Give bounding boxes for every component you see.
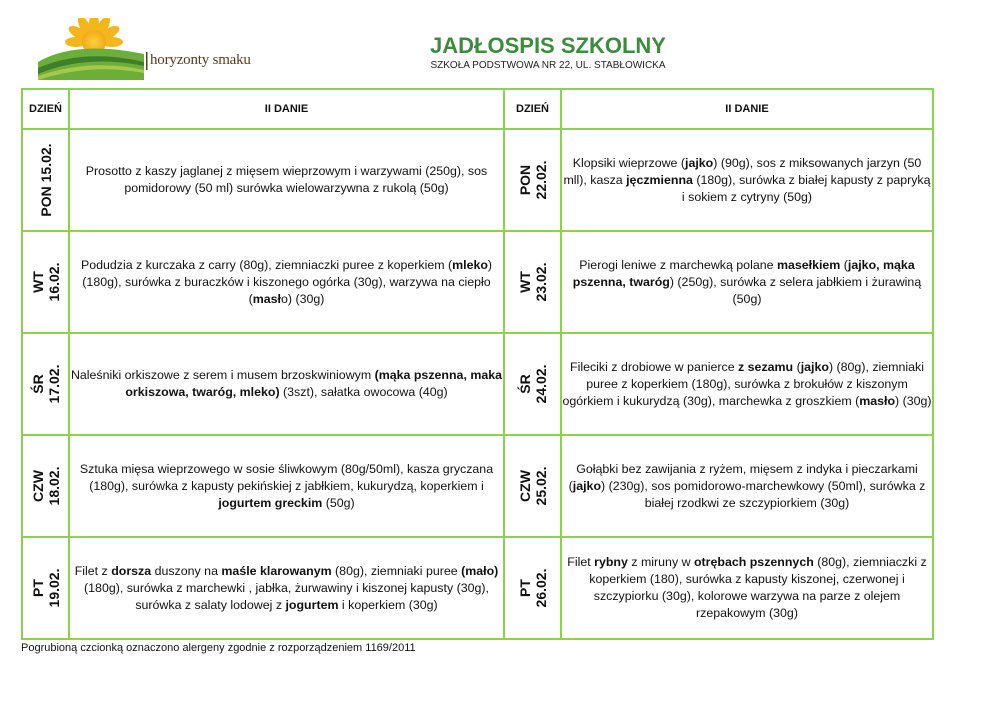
allergen-text: jęczmienna — [626, 172, 693, 187]
table-row — [22, 231, 933, 333]
table-row — [22, 537, 933, 639]
logo — [36, 18, 258, 80]
dish-cell-right — [561, 231, 933, 333]
dish-text: duszony na — [151, 563, 222, 578]
allergen-text: jajko — [800, 359, 829, 374]
allergen-text: jajko — [572, 478, 602, 493]
dish-cell-right — [561, 333, 933, 435]
allergen-text: maśle klarowanym — [221, 563, 332, 578]
day-label-line: 19.02. — [45, 568, 62, 608]
allergen-text: z sezamu — [738, 359, 794, 374]
day-label-line: 26.02. — [532, 568, 549, 608]
day-cell-left-label — [30, 365, 62, 404]
dish-text: (80g), ziemniaki puree — [331, 563, 462, 578]
dish-text: Pierogi leniwe z marchewką polane — [579, 257, 777, 272]
day-label-line: CZW — [516, 470, 533, 502]
day-label-line: 16.02. — [45, 262, 62, 302]
dish-cell-right — [561, 537, 933, 639]
day-label-line: PT — [516, 579, 533, 597]
day-cell-right-label — [517, 263, 549, 302]
dish-text: i koperkiem (30g) — [338, 597, 438, 612]
day-label-line: 25.02. — [532, 466, 549, 506]
day-label-line: 23.02. — [532, 262, 549, 302]
day-cell-left-label — [30, 467, 62, 506]
day-label-line: 17.02. — [45, 364, 62, 404]
day-cell-right — [504, 231, 561, 333]
dish-text: ) (180g), surówka z buraczków i kiszonego ogórka (30g), warzywa na ciepło ( — [82, 257, 493, 306]
dish-text: (3szt), sałatka owocowa (40g) — [279, 385, 448, 399]
allergen-text: dorsza — [111, 563, 152, 578]
day-label-line: CZW — [29, 470, 46, 502]
day-cell-right-label — [517, 365, 549, 404]
column-header-dish-left: II DANIE — [69, 89, 504, 129]
logo-text: horyzonty smaku — [150, 52, 251, 68]
dish-cell-left — [69, 129, 504, 231]
dish-text: ) (230g), sos pomidorowo-marchewkowy (50ml), surówka z białej rzodkwi ze szczypiorkiem (30g) — [601, 478, 926, 510]
dish-text: z miruny w — [627, 555, 694, 569]
day-cell-right — [504, 435, 561, 537]
day-label-line: ŚR — [516, 374, 533, 394]
day-cell-right — [504, 537, 561, 639]
column-header-dish-right: II DANIE — [561, 89, 933, 129]
dish-text: ) (90g), sos z miksowanych jarzyn (50 mll), kasza — [563, 155, 922, 187]
dish-text: (180g), surówka z białej kapusty z papryką i sokiem z cytryny (50g) — [681, 172, 931, 204]
dish-text: (50g) — [322, 495, 355, 510]
allergen-text: jajko — [685, 155, 714, 170]
dish-text: Filet z — [74, 563, 112, 578]
dish-cell-right — [561, 435, 933, 537]
day-cell-left-label — [30, 569, 62, 608]
dish-text: (180g), surówka z marchewki , jabłka, żurwawiny i kiszonej kapusty (30g), surówka z salaty lodowej z — [84, 580, 489, 612]
day-label-line: ŚR — [29, 374, 46, 394]
dish-cell-left — [69, 333, 504, 435]
day-label-line: PON — [516, 164, 533, 196]
dish-text: Naleśniki orkiszowe z serem i musem brzoskwiniowym — [70, 368, 375, 382]
dish-cell-left — [69, 435, 504, 537]
day-cell-left — [22, 231, 69, 333]
dish-text: Gołąbki bez zawijania z ryżem, mięsem z indyka i pieczarkami ( — [568, 461, 918, 493]
allergen-text: masło — [859, 393, 896, 408]
dish-text: ( — [840, 257, 848, 272]
day-cell-left — [22, 435, 69, 537]
dish-cell-left — [69, 231, 504, 333]
dish-text: ( — [793, 359, 801, 374]
dish-text: Fileciki z drobiowe w panierce — [570, 359, 739, 374]
dish-text: Sztuka mięsa wieprzowego w sosie śliwkowym (80g/50ml), kasza gryczana (180g), surówka z kapusty pekińskiej z jabłkiem, kukurydzą, koperkiem i — [79, 461, 494, 493]
dish-text: (80g), ziemniaczki z koperkiem (180), surówka z kapusty kiszonej, czerwonej i szczypiorku (30g), kolorowe warzywa na parze z olejem rzepakowym (30g) — [589, 555, 927, 620]
day-label-line: 22.02. — [532, 160, 549, 200]
day-cell-left-label — [30, 263, 62, 302]
allergen-text: jajko, mąka pszenna, twaróg — [572, 257, 915, 289]
day-cell-right-label — [517, 161, 549, 200]
menu-table — [21, 88, 934, 640]
allergen-text: masł — [252, 291, 281, 306]
dish-text: ) (80g), ziemniaki puree z koperkiem (180g), surówka z brokułów z kiszonym ogórkiem i kukurydzą (30g), marchewka z groszkiem ( — [562, 359, 924, 408]
dish-text: Klopsiki wieprzowe ( — [572, 155, 686, 170]
column-header-day-right: DZIEŃ — [504, 89, 561, 129]
allergen-text: otrębach pszennych — [693, 555, 814, 569]
allergen-text: jogurtem — [285, 597, 339, 612]
dish-text: ) (250g), surówka z selera jabłkiem i żurawiną (50g) — [669, 274, 922, 306]
allergen-footnote: Pogrubioną czcionką oznaczono alergeny zgodnie z rozporządzeniem 1169/2011 — [21, 642, 416, 654]
table-row — [22, 435, 933, 537]
day-cell-left — [22, 129, 69, 231]
day-cell-right — [504, 333, 561, 435]
allergen-text: rybny — [594, 555, 628, 569]
day-label-line: WT — [29, 271, 46, 293]
day-label-line: WT — [516, 271, 533, 293]
allergen-text: (mąka pszenna, maka orkiszowa, twaróg, mleko) — [125, 368, 503, 399]
dish-text: o) (30g) — [281, 291, 325, 306]
dish-text: Filet — [567, 555, 595, 569]
dish-cell-right — [561, 129, 933, 231]
page-subtitle: SZKOŁA PODSTWOWA NR 22, UL. STABŁOWICKA — [430, 60, 666, 71]
allergen-text: (mało) — [461, 563, 499, 578]
sunflower-logo-icon — [36, 18, 258, 80]
column-header-day-left: DZIEŃ — [22, 89, 69, 129]
dish-cell-left — [69, 537, 504, 639]
menu-body — [22, 129, 933, 639]
table-header-row — [22, 89, 933, 129]
day-cell-right-label — [517, 569, 549, 608]
allergen-text: jogurtem greckim — [218, 495, 323, 510]
day-label-line: 18.02. — [45, 466, 62, 506]
day-cell-right — [504, 129, 561, 231]
day-cell-left — [22, 333, 69, 435]
table-row — [22, 333, 933, 435]
day-cell-left — [22, 537, 69, 639]
day-label-line: 24.02. — [532, 364, 549, 404]
table-row — [22, 129, 933, 231]
day-cell-left-label: PON 15.02. — [37, 143, 54, 217]
dish-text: Podudzia z kurczaka z carry (80g), ziemniaczki puree z koperkiem ( — [80, 257, 453, 272]
allergen-text: mleko — [452, 257, 488, 272]
dish-text: ) (30g) — [895, 393, 932, 408]
day-label-line: PT — [29, 579, 46, 597]
page-title: JADŁOSPIS SZKOLNY — [430, 33, 666, 58]
dish-text: Prosotto z kaszy jaglanej z mięsem wieprzowym i warzywami (250g), sos pomidorowy (50 ml) surówka wielowarzywna z rukolą (50g) — [85, 164, 488, 195]
allergen-text: masełkiem — [776, 257, 841, 272]
day-cell-right-label — [517, 467, 549, 506]
